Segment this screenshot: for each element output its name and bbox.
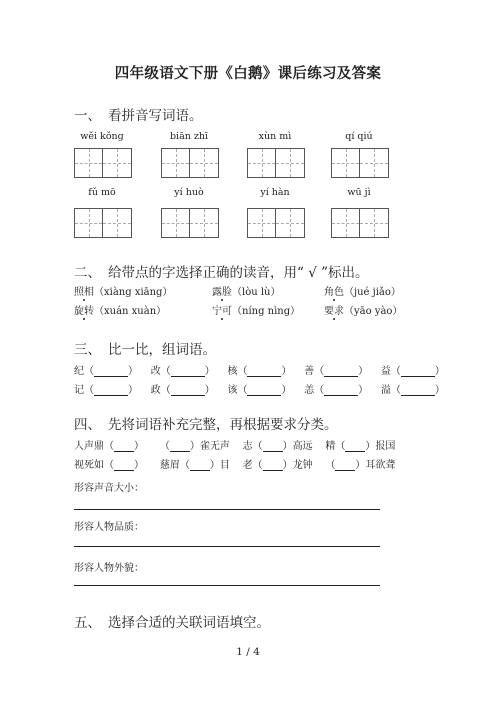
idiom-text: 慈眉（: [159, 460, 190, 471]
answer-blank[interactable]: [324, 365, 358, 377]
reading-options: （lòu lù）: [232, 287, 281, 298]
compare-row: 记（ ） 政（ ） 该（ ） 恙（ ） 溢（ ）: [74, 385, 445, 396]
answer-blank[interactable]: [94, 384, 128, 396]
category-label: 形容人物品质：: [74, 522, 144, 533]
page-title: 四年级语文下册《白鹅》课后练习及答案: [114, 65, 382, 82]
idiom-text: （: [159, 441, 170, 452]
answer-line[interactable]: [74, 585, 380, 586]
writing-grid[interactable]: [161, 148, 219, 178]
compare-char: 核: [227, 366, 238, 377]
writing-grid[interactable]: [247, 208, 305, 238]
idiom-text: ）雀无声: [189, 441, 230, 452]
reading-item[interactable]: [212, 283, 280, 298]
compare-char: 政: [150, 385, 161, 396]
answer-blank[interactable]: [401, 384, 435, 396]
compare-char: 改: [150, 366, 161, 377]
reading-item[interactable]: [324, 302, 402, 317]
pinyin-label: biān zhī: [169, 131, 209, 142]
idiom-row: [74, 456, 395, 471]
idiom-row: [74, 437, 395, 452]
pinyin-label: wū jì: [347, 187, 371, 198]
compare-char: 益: [380, 366, 391, 377]
reading-options: （xiàng xiāng）: [94, 287, 173, 298]
idiom-text: ）耳欲聋: [355, 460, 396, 471]
compare-row: 纪（ ） 改（ ） 核（ ） 善（ ） 益（ ）: [74, 366, 445, 377]
reading-item[interactable]: [324, 283, 401, 298]
answer-blank[interactable]: [335, 459, 355, 471]
answer-blank[interactable]: [94, 365, 128, 377]
idiom-text: 精（: [325, 441, 346, 452]
answer-blank[interactable]: [345, 440, 365, 452]
pinyin-label: xùn mì: [258, 131, 292, 142]
idiom-text: ）: [134, 460, 144, 471]
answer-blank[interactable]: [170, 440, 190, 452]
idiom-text: 志（: [242, 441, 263, 452]
answer-blank[interactable]: [263, 440, 283, 452]
section-3-heading: [74, 338, 216, 358]
section-5-heading: [74, 611, 270, 631]
pinyin-label: wěi kǒng: [80, 131, 124, 142]
reading-word: 宁可: [212, 306, 232, 317]
section-instruction: 给带点的字选择正确的读音，用“ √ ”标出。: [108, 265, 369, 281]
answer-line[interactable]: [74, 546, 380, 547]
idiom-text: ）目: [209, 460, 230, 471]
idiom-text: ）高远: [282, 441, 313, 452]
section-number: 三、: [74, 342, 101, 358]
answer-blank[interactable]: [171, 365, 205, 377]
reading-item[interactable]: [74, 302, 166, 317]
compare-char: 记: [74, 385, 84, 396]
writing-grid[interactable]: [74, 148, 132, 178]
compare-char: 善: [304, 366, 315, 377]
idiom-text: （: [325, 460, 336, 471]
pinyin-label: qí qiú: [345, 131, 373, 142]
section-number: 二、: [74, 265, 101, 281]
category-label: 形容人物外貌：: [74, 563, 144, 574]
idiom-text: 人声鼎（: [74, 441, 114, 452]
answer-blank[interactable]: [247, 384, 281, 396]
answer-blank[interactable]: [114, 459, 134, 471]
idiom-text: ）龙钟: [282, 460, 313, 471]
answer-blank[interactable]: [324, 384, 358, 396]
writing-grid[interactable]: [247, 148, 305, 178]
section-instruction: 看拼音写词语。: [108, 108, 203, 124]
answer-blank[interactable]: [171, 384, 205, 396]
reading-word: 要求: [324, 306, 344, 317]
answer-blank[interactable]: [247, 365, 281, 377]
pinyin-label: yí hàn: [260, 187, 290, 198]
reading-word: 露脸: [212, 287, 232, 298]
answer-line[interactable]: [74, 509, 380, 510]
writing-grid[interactable]: [331, 208, 389, 238]
idiom-text: ）报国: [365, 441, 396, 452]
section-1-heading: [74, 104, 203, 124]
section-instruction: 选择合适的关联词语填空。: [108, 615, 270, 631]
section-instruction: 比一比，组词语。: [108, 342, 216, 358]
section-instruction: 先将词语补充完整，再根据要求分类。: [108, 417, 338, 433]
compare-char: 纪: [74, 366, 84, 377]
writing-grid[interactable]: [74, 208, 132, 238]
section-2-heading: [74, 261, 369, 281]
answer-blank[interactable]: [263, 459, 283, 471]
section-4-heading: [74, 413, 338, 433]
compare-char: 溢: [380, 385, 391, 396]
reading-word: 照相: [74, 287, 94, 298]
pinyin-label: yí huò: [174, 187, 204, 198]
reading-options: （níng nìng）: [232, 306, 301, 317]
category-label: 形容声音大小：: [74, 483, 144, 494]
writing-grid[interactable]: [161, 208, 219, 238]
reading-options: （jué jiǎo）: [344, 287, 401, 298]
reading-options: （xuán xuàn）: [94, 306, 167, 317]
idiom-text: 视死如（: [74, 460, 114, 471]
answer-blank[interactable]: [114, 440, 134, 452]
reading-options: （yāo yào）: [344, 306, 403, 317]
compare-char: 恙: [304, 385, 315, 396]
section-number: 五、: [74, 615, 101, 631]
answer-blank[interactable]: [401, 365, 435, 377]
writing-grid[interactable]: [331, 148, 389, 178]
page-number: 1 / 4: [236, 646, 260, 658]
reading-word: 旋转: [74, 306, 94, 317]
reading-item[interactable]: [74, 283, 172, 298]
section-number: 一、: [74, 108, 101, 124]
answer-blank[interactable]: [190, 459, 210, 471]
idiom-text: 老（: [242, 460, 263, 471]
reading-word: 角色: [324, 287, 344, 298]
compare-char: 该: [227, 385, 238, 396]
section-number: 四、: [74, 417, 101, 433]
idiom-text: ）: [134, 441, 144, 452]
reading-item[interactable]: [212, 302, 300, 317]
pinyin-label: fǔ mō: [88, 187, 116, 198]
